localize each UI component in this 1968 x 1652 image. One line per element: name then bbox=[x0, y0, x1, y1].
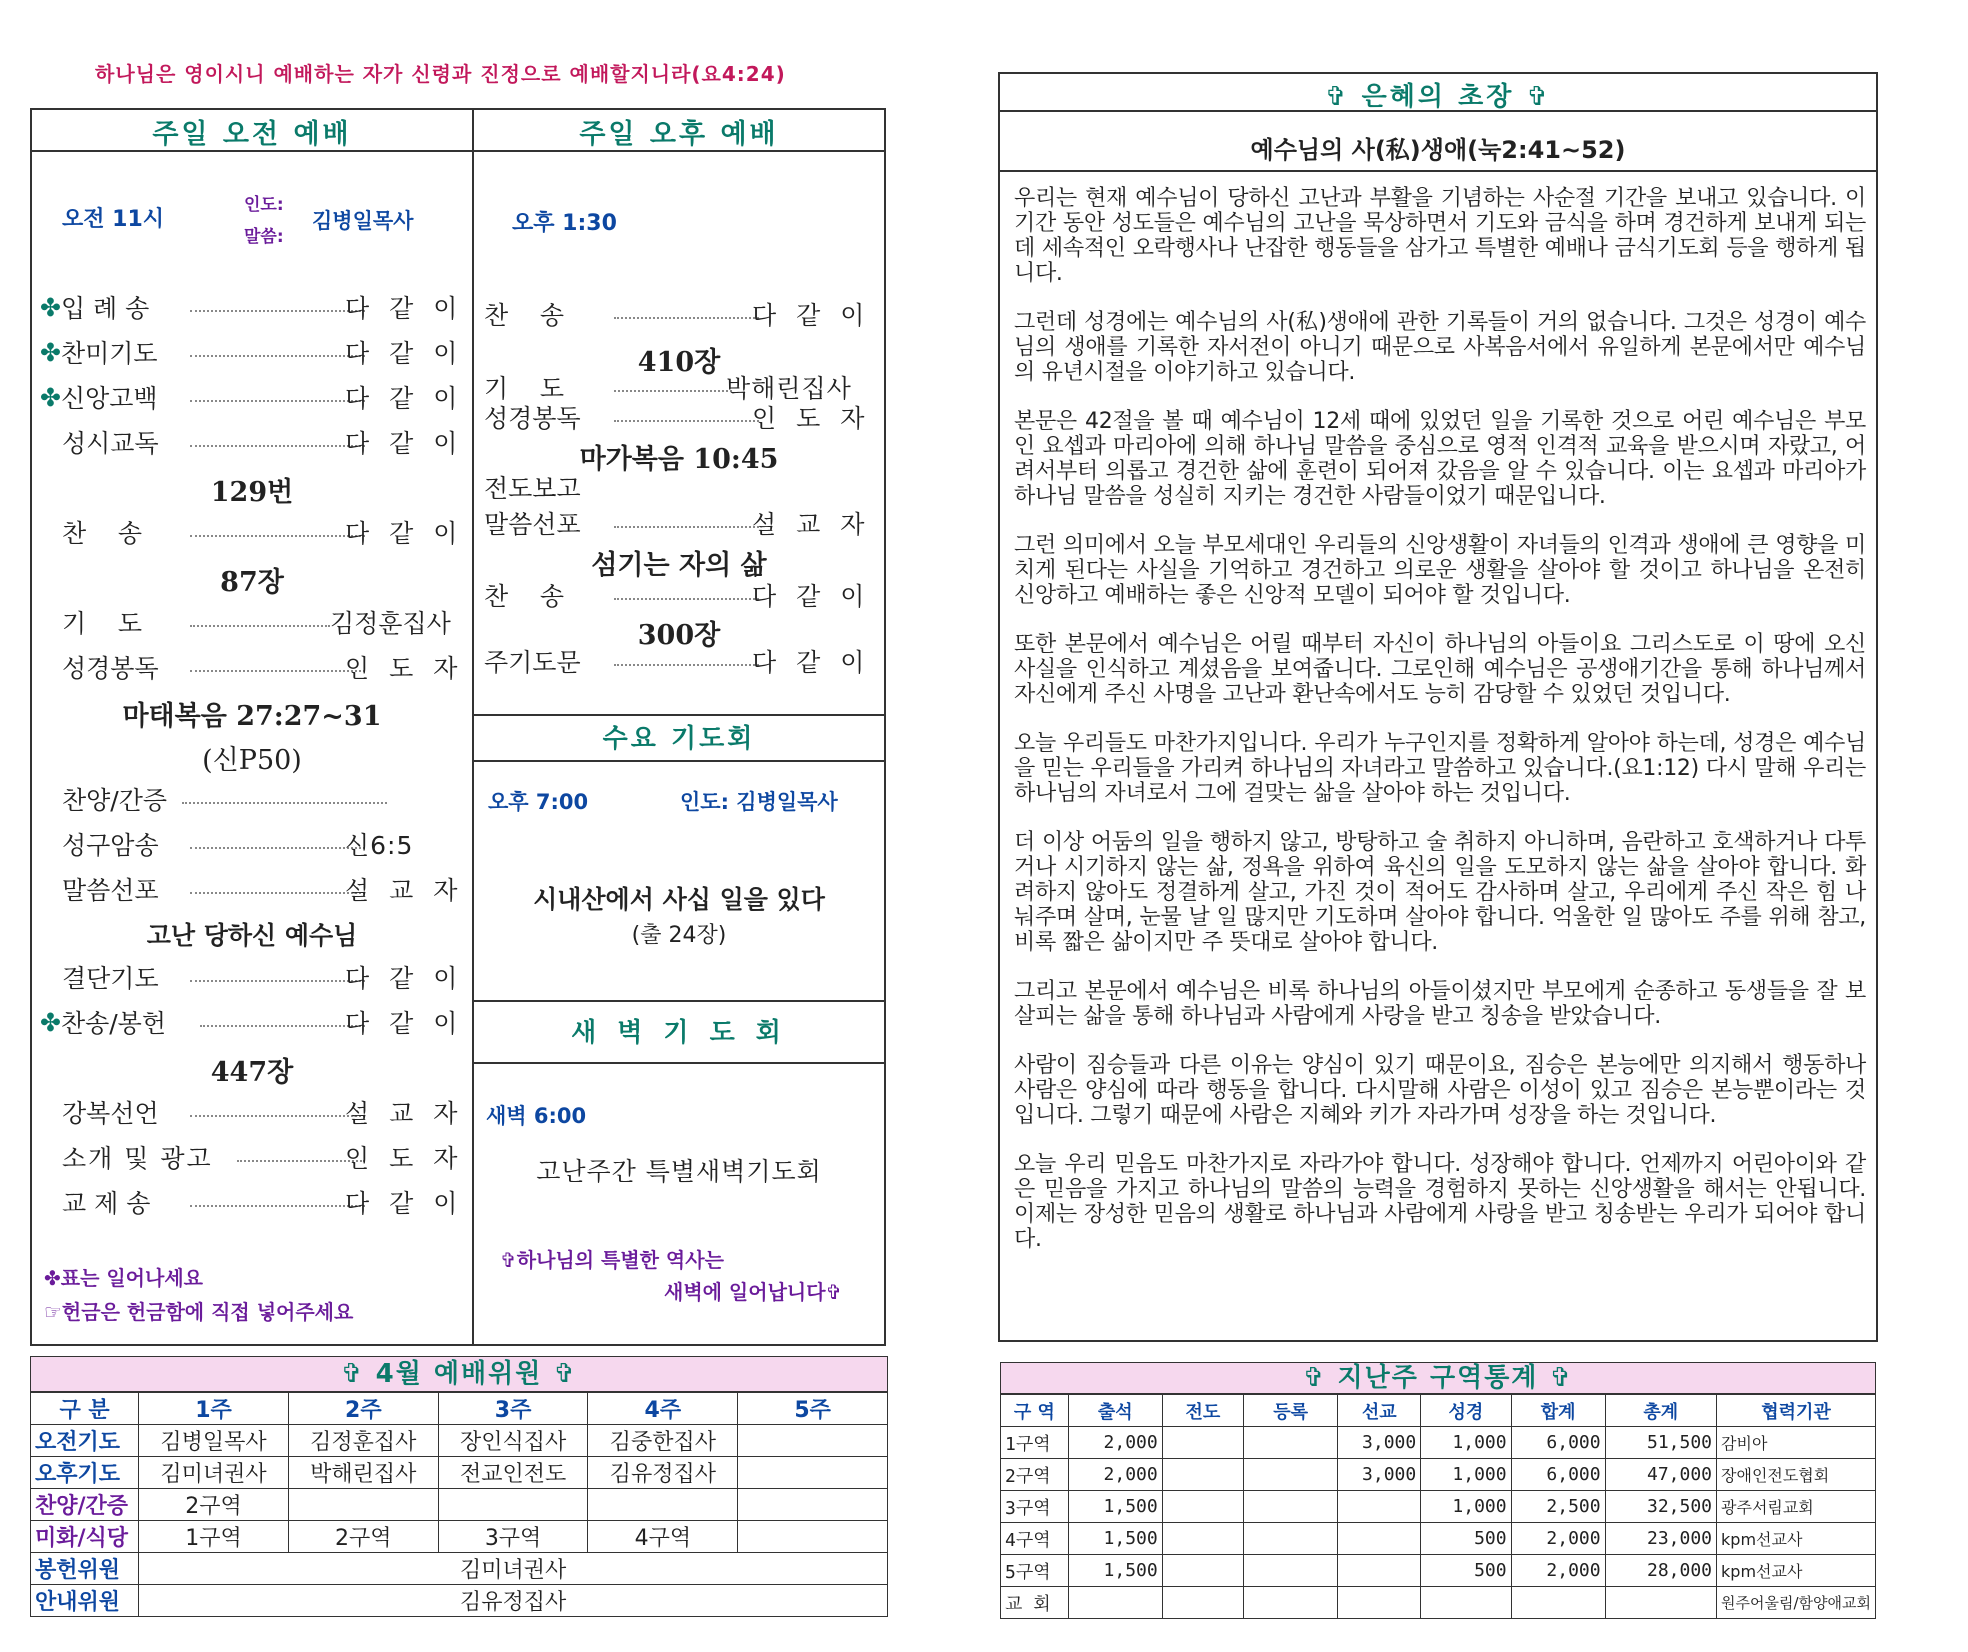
wednesday-top-line bbox=[472, 714, 886, 716]
table-row: 4구역 1,500 500 2,000 23,000 kpm선교사 bbox=[1001, 1523, 1876, 1555]
leader-dots bbox=[614, 317, 759, 319]
leader-dots bbox=[190, 1115, 365, 1117]
leader-dots bbox=[614, 420, 759, 422]
afternoon-sermon-title: 섬기는 자의 삶 bbox=[591, 550, 767, 581]
morning-scripture-page: (신P50) bbox=[202, 745, 302, 776]
afternoon-item-hymn: 찬 송 다 같 이 bbox=[484, 301, 871, 330]
morning-offering-hymn: 447장 bbox=[210, 1057, 294, 1088]
table-row: 오전기도 김병일목사 김정훈집사 장인식집사 김중한집사 bbox=[31, 1425, 888, 1457]
stand-note: ✤표는 일어나세요 bbox=[44, 1266, 203, 1290]
morning-item-prayer: 기 도 김정훈집사 bbox=[62, 609, 451, 638]
table-row: 5구역 1,500 500 2,000 28,000 kpm선교사 bbox=[1001, 1555, 1876, 1587]
morning-pastor: 김병일목사 bbox=[312, 209, 414, 233]
wednesday-time: 오후 7:00 bbox=[488, 790, 589, 814]
wednesday-title: 수요 기도회 bbox=[602, 724, 756, 754]
wednesday-sermon-title: 시내산에서 사십 일을 있다 bbox=[533, 885, 825, 914]
morning-item-sermon: 말씀선포 설 교 자 bbox=[62, 876, 464, 905]
stats-title: ✞ 지난주 구역통계 ✞ bbox=[1000, 1362, 1876, 1394]
stats-table bbox=[1000, 1394, 1876, 1619]
grace-paragraph: 오늘 우리들도 마찬가지입니다. 우리가 누구인지를 정확하게 알아야 하는데, 성경은 예수님을 믿는 우리들을 가리켜 하나님의 자녀라고 말씀하고 있습니다.(요1:12) 다시 말해 우리는 하나님의 자녀로서 그에 걸맞는 삶을 살아야 하는 것입니다. bbox=[1014, 731, 1866, 806]
table-row: 1구역 2,000 3,000 1,000 6,000 51,500 감비아 bbox=[1001, 1427, 1876, 1459]
morning-item-praise-prayer: ✤ 찬미기도 다 같 이 bbox=[40, 337, 464, 368]
afternoon-item-lords-prayer: 주기도문 다 같 이 bbox=[484, 648, 871, 677]
morning-item-decision-prayer: 결단기도 다 같 이 bbox=[62, 964, 464, 993]
stand-mark-icon: ✤ bbox=[40, 292, 61, 322]
stand-mark-icon: ✤ bbox=[40, 1007, 61, 1037]
table-header: 1주 bbox=[139, 1393, 289, 1425]
table-row: 안내위원 김유정집사 bbox=[31, 1585, 888, 1617]
morning-service-title: 주일 오전 예배 bbox=[152, 119, 352, 150]
leader-dots bbox=[190, 535, 365, 537]
leader-dots bbox=[614, 664, 759, 666]
grace-paragraph: 사람이 짐승들과 다른 이유는 양심이 있기 때문이요, 짐승은 본능에만 의지해서 행동하나 사람은 양심에 따라 행동을 합니다. 다시말해 사람은 이성이 있고 짐승은 본능뿐이라는 것입니다. 그렇기 때문에 사람은 지혜와 키가 자라가며 성장을 하는 것입니다. bbox=[1014, 1053, 1866, 1128]
morning-leader-label: 인도: bbox=[244, 195, 284, 215]
table-row: 3구역 1,500 1,000 2,500 32,500 광주서림교회 bbox=[1001, 1491, 1876, 1523]
grace-paragraph: 본문은 42절을 볼 때 예수님이 12세 때에 있었던 일을 기록한 것으로 어린 예수님은 부모인 요셉과 마리아에 의해 하나님 말씀을 중심으로 영적 인격적 교육을 받으시며 자랐고, 어려서부터 의롭고 경건한 삶에 훈련이 되어져 갔음을 알 수 있습니다. 이는 요셉과 마리아가 하나님 말씀을 성실히 지키는 경건한 사람들이었기 때문입니다. bbox=[1014, 409, 1866, 509]
grace-body bbox=[1014, 186, 1866, 1276]
morning-scripture-ref: 마태복음 27:27~31 bbox=[122, 701, 382, 732]
table-header: 4주 bbox=[588, 1393, 738, 1425]
leader-dots bbox=[200, 1025, 365, 1027]
table-header: 5주 bbox=[738, 1393, 888, 1425]
table-row: 미화/식당 1구역 2구역 3구역 4구역 bbox=[31, 1521, 888, 1553]
leader-dots bbox=[190, 980, 365, 982]
morning-item-praise-testimony: 찬양/간증 bbox=[62, 782, 460, 816]
morning-item-responsive-reading: 성시교독 다 같 이 bbox=[62, 429, 464, 458]
dawn-bottom-line bbox=[472, 1062, 886, 1064]
morning-time: 오전 11시 bbox=[62, 207, 165, 232]
table-header: 구 분 bbox=[31, 1393, 139, 1425]
leader-dots bbox=[614, 598, 759, 600]
table-header-row bbox=[31, 1393, 888, 1425]
morning-item-scripture: 성경봉독 인 도 자 bbox=[62, 654, 464, 683]
grace-paragraph: 또한 본문에서 예수님은 어릴 때부터 자신이 하나님의 아들이요 그리스도로 이 땅에 오신 사실을 인식하고 계셨음을 보여줍니다. 그로인해 예수님은 공생애기간을 통해 하나님께서 자신에게 주신 사명을 고난과 환난속에서도 능히 감당할 수 있었던 것입니다. bbox=[1014, 632, 1866, 707]
morning-item-procession: ✤ 입 례 송 다 같 이 bbox=[40, 292, 464, 323]
leader-dots bbox=[190, 355, 365, 357]
morning-item-announcements: 소개 및 광고 인 도 자 bbox=[62, 1144, 464, 1173]
afternoon-hymn-number: 410장 bbox=[637, 347, 721, 378]
grace-paragraph: 오늘 우리 믿음도 마찬가지로 자라가야 합니다. 성장해야 합니다. 언제까지 어린아이와 같은 믿음을 가지고 하나님의 말씀의 능력을 경험하지 못하는 신앙생활을 해서는 안됩니다. 이제는 장성한 믿음의 생활로 하나님과 사람에게 사랑을 받고 칭송받는 우리가 되어야 합니다. bbox=[1014, 1152, 1866, 1252]
leader-dots bbox=[190, 670, 365, 672]
dawn-note-1: ✞하나님의 특별한 역사는 bbox=[500, 1248, 724, 1272]
table-header-row: 구 역 출석 전도 등록 선교 성경 합계 총계 협력기관 bbox=[1001, 1395, 1876, 1427]
leader-dots bbox=[190, 310, 365, 312]
committee-title: ✞ 4월 예배위원 ✞ bbox=[30, 1356, 888, 1392]
leader-dots bbox=[190, 400, 365, 402]
table-header: 3주 bbox=[438, 1393, 588, 1425]
table-header: 2주 bbox=[288, 1393, 438, 1425]
dawn-time: 새벽 6:00 bbox=[486, 1104, 587, 1128]
afternoon-item-hymn-2: 찬 송 다 같 이 bbox=[484, 582, 871, 611]
morning-item-offering: ✤ 찬송/봉헌 다 같 이 bbox=[40, 1007, 464, 1038]
table-row: 교 회 원주어울림/함양애교회 bbox=[1001, 1587, 1876, 1619]
morning-item-benediction: 강복선언 설 교 자 bbox=[62, 1099, 464, 1128]
morning-reading-number: 129번 bbox=[210, 477, 294, 508]
afternoon-item-prayer: 기 도 박해린집사 bbox=[484, 374, 852, 403]
grace-paragraph: 그리고 본문에서 예수님은 비록 하나님의 아들이셨지만 부모에게 순종하고 동생들을 잘 보살피는 삶을 통해 하나님과 사람에게 사랑을 받고 칭송을 받았습니다. bbox=[1014, 979, 1866, 1029]
wednesday-bottom-line bbox=[472, 760, 886, 762]
afternoon-item-sermon: 말씀선포 설 교 자 bbox=[484, 510, 871, 539]
grace-paragraph: 그런데 성경에는 예수님의 사(私)생애에 관한 기록들이 거의 없습니다. 그것은 성경이 예수님의 생애를 기록한 자서전이 아니기 때문으로 사복음서에서 유일하게 본문에서만 예수님의 유년시절을 이야기하고 있습니다. bbox=[1014, 310, 1866, 385]
leader-dots bbox=[614, 526, 759, 528]
dawn-note-2: 새벽에 일어납니다✞ bbox=[664, 1280, 843, 1304]
afternoon-item-evangelism-report: 전도보고 bbox=[484, 474, 581, 503]
table-row: 2구역 2,000 3,000 1,000 6,000 47,000 장애인전도협회 bbox=[1001, 1459, 1876, 1491]
committee-table bbox=[30, 1392, 888, 1617]
morning-item-hymn: 찬 송 다 같 이 bbox=[62, 519, 464, 548]
table-row: 찬양/간증 2구역 bbox=[31, 1489, 888, 1521]
grace-paragraph: 우리는 현재 예수님이 당하신 고난과 부활을 기념하는 사순절 기간을 보내고 있습니다. 이 기간 동안 성도들은 예수님의 고난을 묵상하면서 기도와 금식을 하며 경건하게 보내게 되는데 세속적인 오락행사나 난잡한 행동들을 삼가고 특별한 예배나 금식기도회 등을 행하게 됩니다. bbox=[1014, 186, 1866, 286]
table-row: 오후기도 김미녀권사 박해린집사 전교인전도 김유정집사 bbox=[31, 1457, 888, 1489]
table-row: 봉헌위원 김미녀권사 bbox=[31, 1553, 888, 1585]
morning-item-memory-verse: 성구암송 신6:5 bbox=[62, 831, 414, 860]
top-verse: 하나님은 영이시니 예배하는 자가 신령과 진정으로 예배할지니라(요4:24) bbox=[95, 62, 786, 86]
leader-dots bbox=[190, 847, 365, 849]
morning-item-creed: ✤ 신앙고백 다 같 이 bbox=[40, 382, 464, 413]
dawn-top-line bbox=[472, 1000, 886, 1002]
morning-item-fellowship-song: 교 제 송 다 같 이 bbox=[62, 1189, 464, 1218]
leader-dots bbox=[190, 445, 365, 447]
wednesday-leader: 인도: 김병일목사 bbox=[680, 790, 838, 814]
morning-sermon-title: 고난 당하신 예수님 bbox=[146, 921, 358, 950]
wednesday-scripture: (출 24장) bbox=[631, 923, 727, 948]
leader-dots bbox=[190, 625, 330, 627]
afternoon-hymn-number-2: 300장 bbox=[637, 620, 721, 651]
grace-subtitle: 예수님의 사(私)생애(눅2:41~52) bbox=[1250, 136, 1626, 164]
stand-mark-icon: ✤ bbox=[40, 337, 61, 367]
grace-paragraph: 더 이상 어둠의 일을 행하지 않고, 방탕하고 술 취하지 아니하며, 음란하고 호색하거나 다투거나 시기하지 않는 삶, 정욕을 위하여 육신의 일을 도모하지 않는 삶을 살아야 합니다. 화려하지 않아도 정결하게 살고, 가진 것이 적어도 감사하며 살고, 우리에게 주신 작은 힘 나눠주며 살며, 눈물 날 일 많지만 기도하며 살아야 합니다. 억울한 일 많아도 주를 위해 참고, 비록 짧은 삶이지만 주 뜻대로 살아야 합니다. bbox=[1014, 830, 1866, 955]
afternoon-service-title: 주일 오후 예배 bbox=[579, 119, 779, 150]
morning-sermon-label: 말씀: bbox=[244, 227, 284, 247]
stand-mark-icon: ✤ bbox=[40, 382, 61, 412]
afternoon-time: 오후 1:30 bbox=[512, 211, 617, 236]
morning-hymn-number: 87장 bbox=[220, 567, 284, 598]
grace-paragraph: 그런 의미에서 오늘 부모세대인 우리들의 신앙생활이 자녀들의 인격과 생애에 큰 영향을 미치게 된다는 사실을 기억하고 경건하고 의로운 생활을 살아야 할 것이고 하나님을 온전히 신앙하고 예배하는 좋은 신앙적 모델이 되어야 할 것입니다. bbox=[1014, 533, 1866, 608]
grace-title: ✞ 은혜의 초장 ✞ bbox=[1324, 82, 1552, 112]
offering-note: ☞헌금은 헌금함에 직접 넣어주세요 bbox=[44, 1300, 354, 1324]
dawn-title: 새 벽 기 도 회 bbox=[571, 1018, 787, 1048]
dawn-description: 고난주간 특별새벽기도회 bbox=[536, 1157, 822, 1186]
leader-dots bbox=[182, 802, 387, 804]
leader-dots bbox=[614, 390, 732, 392]
afternoon-scripture-ref: 마가복음 10:45 bbox=[579, 444, 779, 475]
afternoon-item-scripture: 성경봉독 인 도 자 bbox=[484, 404, 871, 433]
grace-subtitle-line bbox=[998, 170, 1878, 172]
leader-dots bbox=[190, 892, 365, 894]
leader-dots bbox=[190, 1205, 365, 1207]
